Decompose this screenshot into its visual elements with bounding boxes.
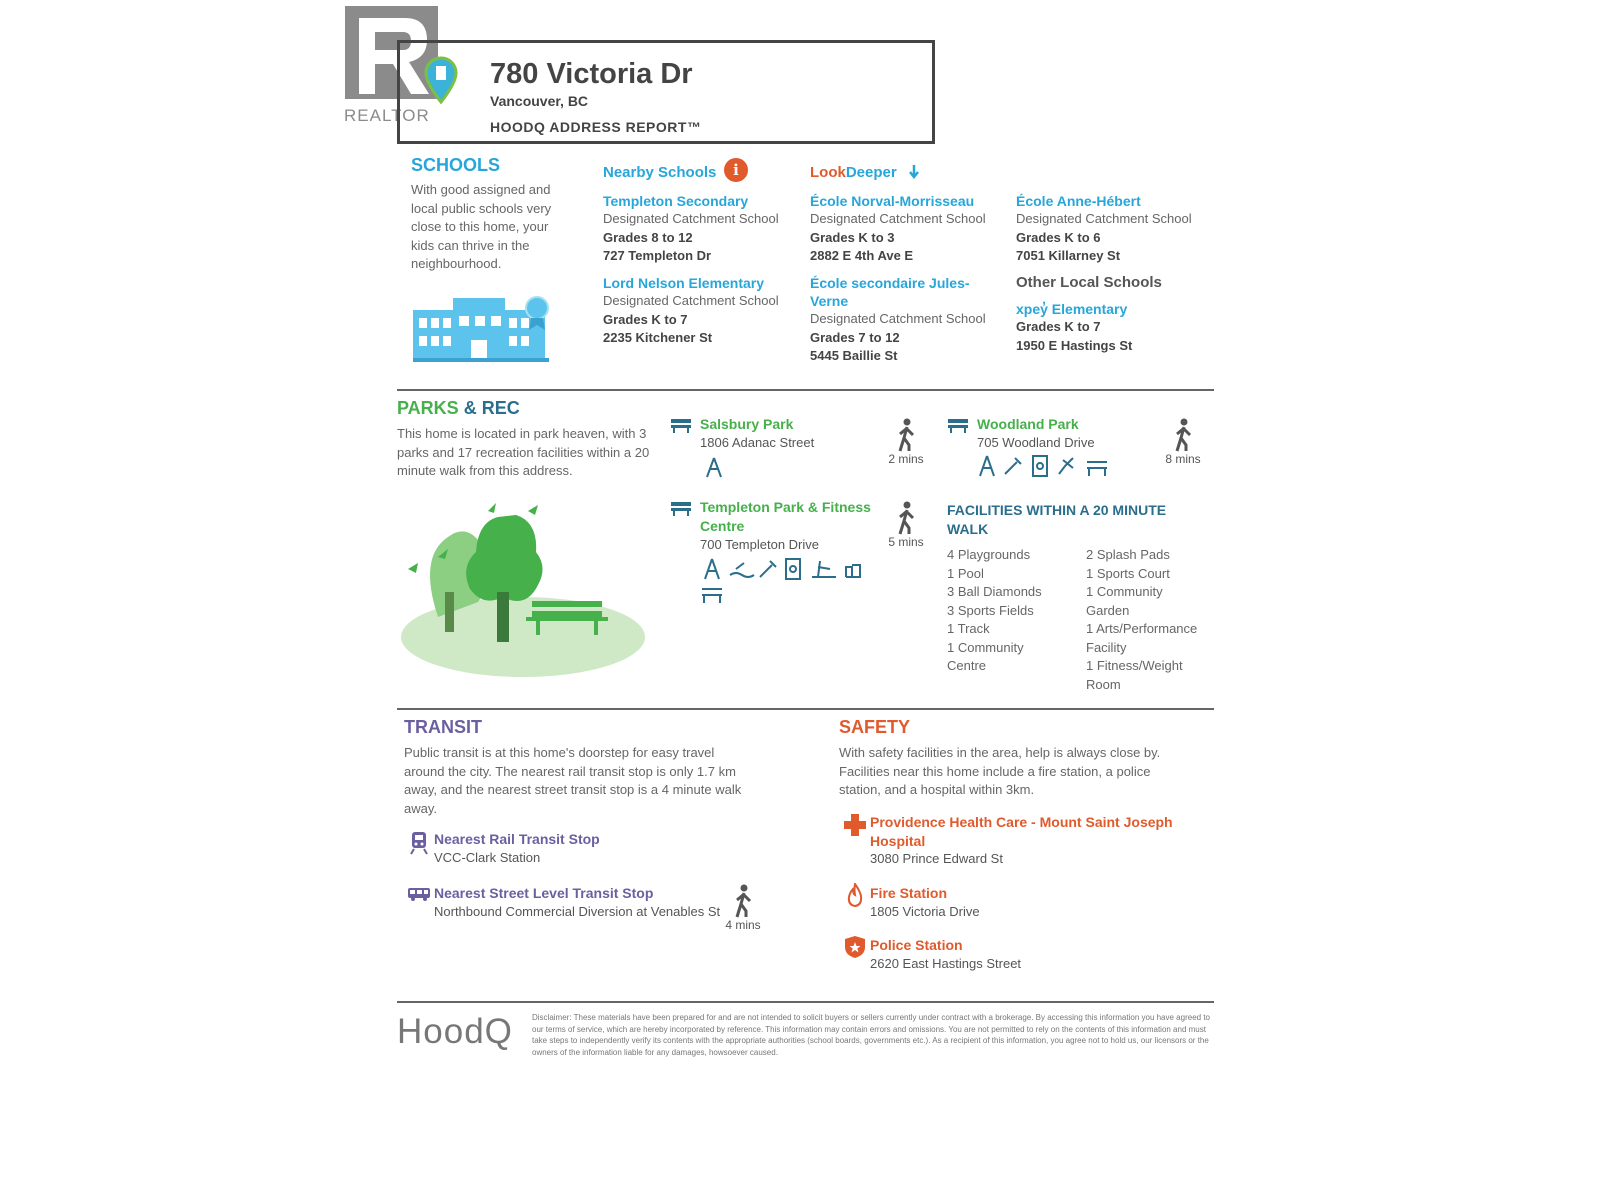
facility-icons-row (700, 557, 870, 605)
school-grades: Grades K to 3 (810, 229, 895, 245)
walk-time: 8 mins (1165, 452, 1201, 466)
facility-item: 1 Community Centre (947, 639, 1024, 673)
community-centre-icon (846, 565, 860, 577)
lookdeeper-link[interactable] (810, 164, 897, 181)
facility-item: 1 Arts/Performance Facility (1086, 621, 1198, 655)
city-label: Vancouver, BC (490, 93, 589, 109)
school-building-illustration (413, 296, 553, 364)
playground-icon (980, 456, 994, 476)
school-address: 727 Templeton Dr (603, 248, 712, 263)
school-grades: Grades K to 6 (1016, 229, 1101, 245)
park-name[interactable]: Woodland Park (977, 416, 1079, 432)
school-address: 2882 E 4th Ave E (810, 248, 914, 263)
school-name[interactable]: Lord Nelson Elementary (603, 275, 765, 291)
walking-person-icon (894, 501, 918, 535)
hospital-address: 3080 Prince Edward St (870, 851, 1003, 866)
parks-blurb: This home is located in park heaven, with 3 parks and 17 recreation facilities within a 20 minute walk from this address. (397, 426, 650, 478)
pool-icon (730, 563, 754, 577)
hoodq-logo: HoodQ (397, 1012, 513, 1051)
sports-field-icon (1033, 456, 1047, 476)
garden-icon (1059, 458, 1073, 474)
rail-stop-label: Nearest Rail Transit Stop (434, 831, 600, 847)
schools-blurb: With good assigned and local public schools very close to this home, your kids can thrive in the neighbourhood. (411, 182, 552, 271)
school-name[interactable]: École Anne-Hébert (1016, 193, 1141, 209)
school-entry (603, 192, 803, 266)
school-name[interactable]: École secondaire Jules-Verne (810, 275, 970, 309)
transit-heading: TRANSIT (404, 717, 482, 737)
school-entry (603, 274, 803, 348)
section-divider (397, 708, 1214, 710)
hospital-name[interactable]: Providence Health Care - Mount Saint Joseph Hospital (870, 814, 1173, 849)
school-desc: Designated Catchment School (1016, 211, 1192, 226)
police-badge-icon (844, 935, 866, 959)
playground-icon (704, 456, 724, 478)
school-grades: Grades 7 to 12 (810, 329, 900, 345)
other-schools-heading: Other Local Schools (1016, 274, 1162, 291)
park-illustration (398, 497, 648, 682)
street-stop-name[interactable]: Northbound Commercial Diversion at Venables St (434, 904, 721, 919)
report-subtitle: HOODQ ADDRESS REPORT™ (490, 119, 702, 135)
school-grades: Grades 8 to 12 (603, 229, 693, 245)
fire-station-name[interactable]: Fire Station (870, 885, 948, 901)
school-grades: Grades K to 7 (603, 311, 688, 327)
arrow-down-icon (907, 164, 921, 180)
info-icon[interactable]: i (724, 158, 748, 182)
nearby-schools-label: Nearby Schools (603, 164, 717, 181)
park-address: 700 Templeton Drive (700, 537, 819, 552)
lookdeeper-part-b: Deeper (845, 164, 897, 181)
school-desc: Designated Catchment School (810, 211, 986, 226)
realtor-wordmark: REALTOR (344, 106, 430, 125)
parks-heading (397, 398, 520, 419)
school-grades: Grades K to 7 (1016, 319, 1101, 334)
sports-field-icon (786, 559, 800, 579)
safety-heading: SAFETY (839, 717, 911, 737)
school-entry (810, 274, 990, 366)
school-name[interactable]: Templeton Secondary (603, 193, 749, 209)
bench-icon (670, 417, 692, 433)
school-address: 2235 Kitchener St (603, 330, 713, 345)
facilities-list-2 (1086, 546, 1211, 694)
park-name[interactable]: Salsbury Park (700, 416, 794, 432)
school-entry (1016, 300, 1216, 355)
train-icon (410, 831, 428, 855)
transit-blurb: Public transit is at this home's doorstep for easy travel around the city. The nearest rail transit stop is only 1.7 km away, and the nearest street transit stop is a 4 minute walk away. (404, 745, 742, 816)
schools-heading: SCHOOLS (411, 155, 501, 175)
facilities-list-1 (947, 546, 1067, 676)
bench-small-icon (1087, 462, 1107, 476)
playground-icon (705, 559, 719, 579)
school-desc: Designated Catchment School (603, 293, 779, 308)
facilities-heading: FACILITIES WITHIN A 20 MINUTE WALK (947, 502, 1167, 537)
police-station-address: 2620 East Hastings Street (870, 956, 1022, 971)
baseball-bat-icon (760, 561, 776, 577)
safety-blurb: With safety facilities in the area, help is always close by. Facilities near this home include a fire station, a police station, and a hospital within 3km. (839, 745, 1161, 797)
section-divider (397, 1001, 1214, 1003)
facility-item: 4 Playgrounds (947, 547, 1031, 562)
hospital-cross-icon (843, 813, 867, 837)
park-entry (977, 415, 1147, 452)
bus-icon (407, 886, 431, 902)
school-address: 5445 Baillie St (810, 348, 898, 363)
school-desc: Designated Catchment School (603, 211, 779, 226)
walk-time: 2 mins (888, 452, 924, 466)
walk-time: 5 mins (888, 535, 924, 549)
facility-item: 3 Ball Diamonds (947, 584, 1042, 599)
facility-item: 1 Fitness/Weight Room (1086, 658, 1183, 692)
school-name[interactable]: xpey̓ Elementary (1016, 301, 1128, 317)
facility-item: 1 Community Garden (1086, 584, 1163, 618)
walking-person-icon (1171, 418, 1195, 452)
bench-small-icon (702, 589, 722, 603)
rail-stop-name[interactable]: VCC-Clark Station (434, 850, 541, 865)
park-entry (700, 415, 880, 452)
walking-person-icon (894, 418, 918, 452)
school-entry (810, 192, 1010, 266)
street-stop-label: Nearest Street Level Transit Stop (434, 885, 654, 901)
park-entry (700, 498, 885, 554)
park-address: 705 Woodland Drive (977, 435, 1095, 450)
school-entry (1016, 192, 1216, 266)
fire-icon (846, 883, 864, 907)
school-address: 7051 Killarney St (1016, 248, 1121, 263)
school-name[interactable]: École Norval-Morrisseau (810, 193, 975, 209)
facility-icons-row (977, 454, 1109, 478)
section-divider (397, 389, 1214, 391)
facility-item: 1 Track (947, 621, 990, 636)
facility-item: 2 Splash Pads (1086, 547, 1170, 562)
park-name[interactable]: Templeton Park & Fitness Centre (700, 499, 871, 534)
fire-station-address: 1805 Victoria Drive (870, 904, 980, 919)
facility-item: 1 Pool (947, 565, 984, 581)
bench-icon (670, 500, 692, 516)
parks-heading-b: & REC (458, 398, 520, 418)
parks-heading-a: PARKS (397, 398, 459, 418)
school-address: 1950 E Hastings St (1016, 337, 1133, 353)
disclaimer-text: Disclaimer: These materials have been prepared for and are not intended to solicit buyers or sellers currently under contract with a brokerage. By accessing this information you have agreed to our terms of service, which are hereby incorporated by reference. This information may contain errors and omissions. You are not permitted to rely on the contents of this information and must take steps to independently verify its contents with the appropriate authorities (school boards, governments etc.). As a recipient of this information, you agree not to hold us, our licensors or the owners of the information liable for any damages, howsoever caused. (532, 1013, 1210, 1057)
lookdeeper-part-a: Look (810, 164, 846, 181)
school-desc: Designated Catchment School (810, 311, 986, 326)
police-station-name[interactable]: Police Station (870, 937, 963, 953)
bench-icon (947, 417, 969, 433)
track-icon (812, 561, 836, 577)
walking-person-icon (731, 884, 755, 918)
facility-item: 3 Sports Fields (947, 602, 1034, 618)
park-address: 1806 Adanac Street (700, 435, 815, 450)
facility-item: 1 Sports Court (1086, 565, 1170, 581)
page-title: 780 Victoria Dr (490, 58, 693, 90)
walk-time: 4 mins (725, 918, 761, 932)
baseball-bat-icon (1005, 458, 1021, 474)
